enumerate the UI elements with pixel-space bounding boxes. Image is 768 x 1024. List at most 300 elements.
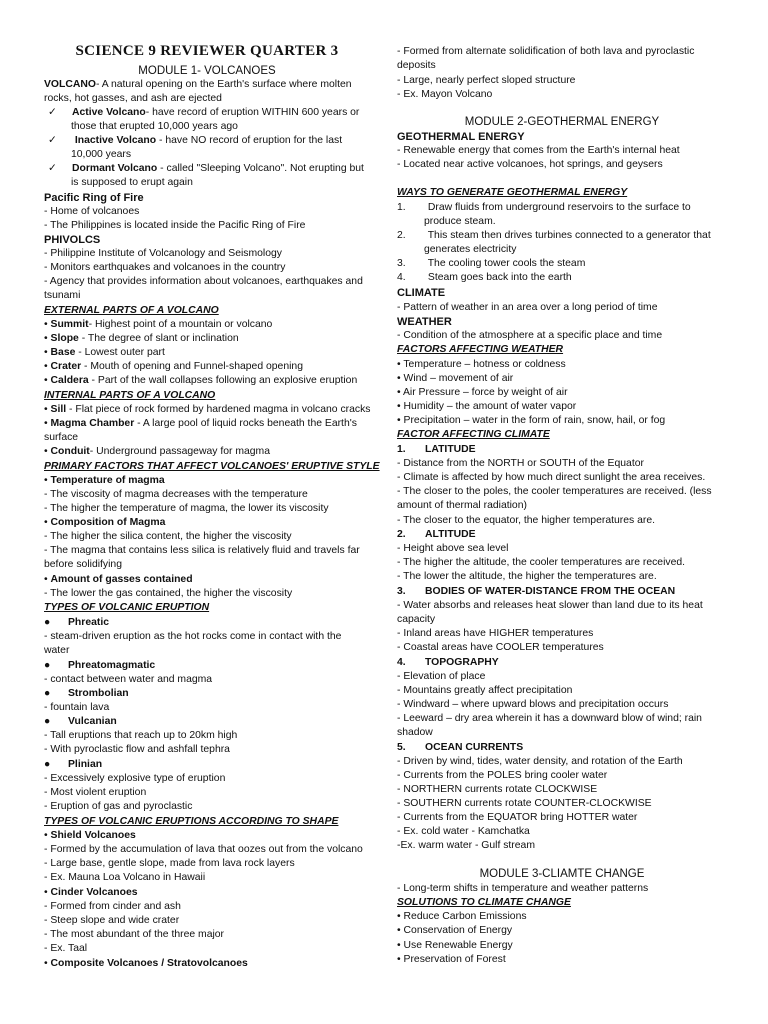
text-line: [397, 329, 727, 343]
text-line: [44, 701, 370, 715]
text-line: [44, 247, 370, 261]
text-line: [397, 670, 727, 684]
line-text: - With pyroclastic flow and ashfall tephra: [44, 744, 230, 755]
bullet-icon: •: [397, 940, 401, 951]
text-line: [44, 914, 370, 928]
text-line: [397, 542, 727, 556]
line-text: - Currents from the POLES bring cooler water: [397, 770, 608, 781]
term-label: Temperature of magma: [50, 475, 165, 486]
check-item: [44, 134, 370, 148]
bullet-icon: •: [397, 401, 401, 412]
line-text: shadow: [397, 727, 433, 738]
text-line: [44, 92, 370, 106]
term-label: Conduit: [50, 446, 90, 457]
text-line: [397, 684, 727, 698]
item-number: 1.: [397, 444, 406, 455]
section-heading: [397, 186, 727, 200]
bullet-item: [397, 924, 727, 938]
line-text: - contact between water and magma: [44, 674, 213, 685]
text-line: [397, 88, 727, 102]
bullet-item: [44, 687, 370, 701]
text-line: [44, 275, 370, 289]
line-text: - Monitors earthquakes and volcanoes in the country: [44, 262, 286, 273]
bullet-item: [44, 758, 370, 772]
text-line: [397, 471, 727, 485]
line-text: - have record of eruption WITHIN 600 years or: [145, 107, 360, 118]
line-text: - The higher the altitude, the cooler temperatures are received.: [397, 557, 686, 568]
line-text: - The magma that contains less silica is relatively fluid and travels far: [44, 545, 360, 556]
line-text: - NORTHERN currents rotate CLOCKWISE: [397, 784, 598, 795]
line-text: TYPES OF VOLCANIC ERUPTIONS ACCORDING TO SHAPE: [44, 816, 339, 827]
line-text: - Climate is affected by how much direct sunlight the area receives.: [397, 472, 706, 483]
bullet-item: [44, 957, 370, 971]
text-line: [397, 570, 727, 584]
term-label: VOLCANO: [44, 79, 96, 90]
bullet-item: [44, 445, 370, 459]
text-line: [44, 743, 370, 757]
line-text: PRIMARY FACTORS THAT AFFECT VOLCANOES' ERUPTIVE STYLE: [44, 461, 380, 472]
text-line: [397, 45, 727, 59]
line-text: FACTOR AFFECTING CLIMATE: [397, 429, 550, 440]
line-text: - Distance from the NORTH or SOUTH of the Equator: [397, 458, 644, 469]
text-line: [397, 485, 727, 499]
line-text: - Underground passageway for magma: [89, 446, 270, 457]
line-text: amount of thermal radiation): [397, 500, 527, 511]
line-text: - Inland areas have HIGHER temperatures: [397, 628, 594, 639]
item-number: 3.: [397, 258, 406, 269]
text-line: [44, 120, 370, 134]
line-text: - Flat piece of rock formed by hardened magma in volcano cracks: [66, 404, 371, 415]
bullet-icon: •: [44, 333, 48, 344]
term-label: Amount of gasses contained: [50, 574, 193, 585]
text-line: [397, 457, 727, 471]
bullet-item: [44, 886, 370, 900]
line-text: WEATHER: [397, 316, 452, 328]
bullet-icon: •: [44, 475, 48, 486]
numbered-item: [397, 229, 727, 243]
line-text: - Formed from cinder and ash: [44, 901, 181, 912]
check-item: [44, 106, 370, 120]
bullet-icon: •: [44, 319, 48, 330]
text-line: [397, 499, 727, 513]
line-text: - Condition of the atmosphere at a specific place and time: [397, 330, 663, 341]
text-line: [397, 215, 727, 229]
section-heading: [397, 896, 727, 910]
text-line: [44, 630, 370, 644]
term-label: Plinian: [68, 759, 103, 770]
line-text: Draw fluids from underground reservoirs to the surface to: [425, 202, 691, 213]
line-text: - The degree of slant or inclination: [78, 333, 239, 344]
term-label: Dormant Volcano: [72, 163, 158, 174]
line-text: MODULE 1- VOLCANOES: [138, 65, 276, 77]
item-number: 2.: [397, 230, 406, 241]
numbered-item: [397, 257, 727, 271]
term-label: BODIES OF WATER-DISTANCE FROM THE OCEAN: [425, 586, 676, 597]
line-text: - Mouth of opening and Funnel-shaped opening: [81, 361, 303, 372]
line-text: - Currents from the EQUATOR bring HOTTER water: [397, 812, 638, 823]
numbered-item: [397, 656, 727, 670]
bullet-icon: •: [44, 404, 48, 415]
bullet-item: [44, 332, 370, 346]
line-text: - The higher the silica content, the higher the viscosity: [44, 531, 292, 542]
bullet-icon: •: [44, 361, 48, 372]
line-text: Reduce Carbon Emissions: [403, 911, 527, 922]
bullet-icon: •: [44, 574, 48, 585]
line-text: - Renewable energy that comes from the Earth's internal heat: [397, 145, 680, 156]
numbered-item: [397, 443, 727, 457]
check-icon: ✓: [48, 107, 57, 118]
line-text: - Most violent eruption: [44, 787, 147, 798]
line-text: SOLUTIONS TO CLIMATE CHANGE: [397, 897, 571, 908]
line-text: - Highest point of a mountain or volcano: [88, 319, 273, 330]
term-label: Summit: [50, 319, 89, 330]
numbered-item: [397, 741, 727, 755]
check-item: [44, 162, 370, 176]
section-heading: [397, 428, 727, 442]
bullet-item: [397, 386, 727, 400]
item-number: 5.: [397, 742, 406, 753]
text-line: [397, 712, 727, 726]
numbered-item: [397, 585, 727, 599]
section-heading: [44, 815, 370, 829]
bullet-icon: •: [44, 446, 48, 457]
line-text: WAYS TO GENERATE GEOTHERMAL ENERGY: [397, 187, 628, 198]
line-text: - The lower the gas contained, the higher the viscosity: [44, 588, 293, 599]
text-line: [397, 882, 727, 896]
module-heading: [44, 64, 370, 78]
line-text: - The closer to the equator, the higher temperatures are.: [397, 515, 655, 526]
term-label: Sill: [50, 404, 67, 415]
section-heading: [44, 460, 380, 474]
line-text: - Large, nearly perfect sloped structure: [397, 75, 576, 86]
bullet-item: [397, 372, 727, 386]
line-text: rocks, hot gasses, and ash are ejected: [44, 93, 222, 104]
term-label: Crater: [50, 361, 82, 372]
bullet-item: [397, 939, 727, 953]
line-text: - Agency that provides information about volcanoes, earthquakes and: [44, 276, 363, 287]
line-text: - Windward – where upward blows and precipitation occurs: [397, 699, 669, 710]
line-text: is supposed to erupt again: [71, 177, 193, 188]
line-text: - Water absorbs and releases heat slower than land due to its heat: [397, 600, 703, 611]
bullet-icon: •: [44, 347, 48, 358]
text-line: [44, 219, 370, 233]
bullet-icon: ●: [44, 617, 51, 628]
bullet-icon: ●: [44, 716, 51, 727]
item-number: 2.: [397, 529, 406, 540]
term-label: LATITUDE: [425, 444, 476, 455]
term-heading: [397, 315, 727, 329]
text-line: [397, 627, 727, 641]
bullet-item: [44, 403, 370, 417]
line-text: Preservation of Forest: [403, 954, 506, 965]
line-text: -Ex. warm water - Gulf stream: [397, 840, 535, 851]
line-text: - Eruption of gas and pyroclastic: [44, 801, 193, 812]
item-number: 4.: [397, 272, 406, 283]
line-text: - Formed by the accumulation of lava that oozes out from the volcano: [44, 844, 363, 855]
text-line: [44, 843, 370, 857]
text-line: [397, 755, 727, 769]
text-line: [397, 556, 727, 570]
line-text: - Coastal areas have COOLER temperatures: [397, 642, 604, 653]
term-label: Composite Volcanoes / Stratovolcanoes: [50, 958, 248, 969]
term-label: Strombolian: [68, 688, 129, 699]
bullet-item: [44, 516, 370, 530]
text-line: [44, 176, 370, 190]
line-text: capacity: [397, 614, 436, 625]
line-text: Precipitation – water in the form of rain, snow, hail, or fog: [403, 415, 666, 426]
text-line: [397, 613, 727, 627]
line-text: EXTERNAL PARTS OF A VOLCANO: [44, 305, 219, 316]
line-text: - Located near active volcanoes, hot springs, and geysers: [397, 159, 663, 170]
text-line: [44, 800, 370, 814]
term-label: Magma Chamber: [50, 418, 135, 429]
bullet-icon: ●: [44, 660, 51, 671]
bullet-item: [44, 474, 370, 488]
line-text: - Ex. cold water - Kamchatka: [397, 826, 530, 837]
line-text: INTERNAL PARTS OF A VOLCANO: [44, 390, 216, 401]
section-heading: [44, 601, 370, 615]
text-line: [397, 797, 727, 811]
term-label: Caldera: [50, 375, 89, 386]
line-text: - Tall eruptions that reach up to 20km high: [44, 730, 238, 741]
item-number: 3.: [397, 586, 406, 597]
line-text: tsunami: [44, 290, 81, 301]
line-text: water: [44, 645, 70, 656]
bullet-item: [44, 417, 370, 431]
line-text: - Height above sea level: [397, 543, 509, 554]
text-line: [44, 644, 370, 658]
line-text: Air Pressure – force by weight of air: [402, 387, 568, 398]
text-line: [44, 900, 370, 914]
bullet-icon: •: [397, 387, 401, 398]
bullet-item: [44, 374, 370, 388]
bullet-icon: •: [397, 359, 401, 370]
bullet-icon: •: [397, 373, 401, 384]
bullet-icon: •: [397, 954, 401, 965]
bullet-item: [44, 616, 370, 630]
term-heading: [397, 286, 727, 300]
text-line: [397, 599, 727, 613]
bullet-icon: ●: [44, 759, 51, 770]
line-text: - Large base, gentle slope, made from lava rock layers: [44, 858, 295, 869]
bullet-item: [44, 659, 370, 673]
text-line: [397, 158, 727, 172]
term-label: Composition of Magma: [50, 517, 166, 528]
line-text: - A large pool of liquid rocks beneath the Earth's: [134, 418, 357, 429]
term-label: OCEAN CURRENTS: [425, 742, 524, 753]
term-label: ALTITUDE: [425, 529, 476, 540]
line-text: MODULE 3-CLIAMTE CHANGE: [479, 868, 645, 880]
text-line: [44, 431, 370, 445]
line-text: - Long-term shifts in temperature and weather patterns: [397, 883, 649, 894]
term-heading: [44, 233, 370, 247]
line-text: - The closer to the poles, the cooler temperatures are received. (less: [397, 486, 712, 497]
text-line: [397, 698, 727, 712]
bullet-icon: •: [44, 418, 48, 429]
line-text: - Steep slope and wide crater: [44, 915, 180, 926]
line-text: Wind – movement of air: [403, 373, 514, 384]
text-line: [397, 74, 727, 88]
bullet-item: [44, 318, 370, 332]
line-text: This steam then drives turbines connected to a generator that: [425, 230, 711, 241]
line-text: - Mountains greatly affect precipitation: [397, 685, 573, 696]
line-text: - Formed from alternate solidification of both lava and pyroclastic: [397, 46, 695, 57]
bullet-icon: •: [44, 517, 48, 528]
text-line: [44, 587, 370, 601]
bullet-item: [44, 829, 370, 843]
line-text: - Part of the wall collapses following an explosive eruption: [88, 375, 358, 386]
line-text: deposits: [397, 60, 436, 71]
line-text: 10,000 years: [71, 149, 132, 160]
bullet-item: [397, 358, 727, 372]
bullet-icon: •: [44, 375, 48, 386]
line-text: - SOUTHERN currents rotate COUNTER-CLOCKWISE: [397, 798, 652, 809]
module-heading: [397, 115, 727, 129]
term-label: Cinder Volcanoes: [50, 887, 138, 898]
check-icon: ✓: [48, 163, 57, 174]
text-line: [397, 144, 727, 158]
line-text: - fountain lava: [44, 702, 110, 713]
bullet-icon: •: [397, 911, 401, 922]
line-text: - Elevation of place: [397, 671, 486, 682]
line-text: - The Philippines is located inside the Pacific Ring of Fire: [44, 220, 306, 231]
text-line: [44, 544, 370, 558]
bullet-item: [44, 360, 370, 374]
document-title: SCIENCE 9 REVIEWER QUARTER 3: [75, 43, 339, 59]
section-heading: [44, 389, 370, 403]
line-text: - Leeward – dry area wherein it has a downward blow of wind; rain: [397, 713, 702, 724]
bullet-icon: •: [44, 958, 48, 969]
line-text: FACTORS AFFECTING WEATHER: [397, 344, 564, 355]
term-heading: [44, 191, 370, 205]
bullet-item: [44, 346, 370, 360]
line-text: - have NO record of eruption for the last: [156, 135, 343, 146]
text-line: [44, 786, 370, 800]
line-text: those that erupted 10,000 years ago: [71, 121, 238, 132]
text-line: [44, 488, 370, 502]
bullet-item: [397, 910, 727, 924]
line-text: before solidifying: [44, 559, 122, 570]
line-text: Pacific Ring of Fire: [44, 192, 144, 204]
text-line: [397, 301, 727, 315]
line-text: The cooling tower cools the steam: [425, 258, 586, 269]
numbered-item: [397, 528, 727, 542]
term-label: Inactive Volcano: [72, 135, 157, 146]
line-text: GEOTHERMAL ENERGY: [397, 131, 525, 143]
term-label: Phreatic: [68, 617, 110, 628]
bullet-icon: •: [397, 415, 401, 426]
bullet-icon: •: [397, 925, 401, 936]
line-text: - called "Sleeping Volcano". Not erupting but: [157, 163, 364, 174]
text-line: [44, 928, 370, 942]
text-line: [44, 729, 370, 743]
bullet-item: [397, 953, 727, 967]
line-text: - Ex. Mayon Volcano: [397, 89, 493, 100]
numbered-item: [397, 201, 727, 215]
line-text: produce steam.: [424, 216, 496, 227]
section-heading: [397, 343, 727, 357]
text-line: [44, 673, 370, 687]
line-text: - The lower the altitude, the higher the temperatures are.: [397, 571, 657, 582]
line-text: - steam-driven eruption as the hot rocks come in contact with the: [44, 631, 342, 642]
term-label: Slope: [50, 333, 79, 344]
text-line: [44, 942, 370, 956]
text-line: [44, 530, 370, 544]
text-line: [397, 783, 727, 797]
text-line: [44, 502, 370, 516]
bullet-icon: ●: [44, 688, 51, 699]
line-text: MODULE 2-GEOTHERMAL ENERGY: [464, 116, 660, 128]
line-text: Steam goes back into the earth: [425, 272, 572, 283]
bullet-item: [397, 414, 727, 428]
check-icon: ✓: [48, 135, 57, 146]
text-line: [397, 59, 727, 73]
text-line: [44, 772, 370, 786]
line-text: TYPES OF VOLCANIC ERUPTION: [44, 602, 210, 613]
bullet-item: [44, 715, 370, 729]
text-line: [397, 243, 727, 257]
line-text: - Lowest outer part: [75, 347, 165, 358]
line-text: - Driven by wind, tides, water density, and rotation of the Earth: [397, 756, 683, 767]
line-text: CLIMATE: [397, 287, 446, 299]
text-line: [44, 289, 370, 303]
line-text: - The most abundant of the three major: [44, 929, 225, 940]
text-line: [397, 726, 727, 740]
line-text: Conservation of Energy: [403, 925, 513, 936]
line-text: - The higher the temperature of magma, the lower its viscosity: [44, 503, 329, 514]
bullet-item: [44, 573, 370, 587]
line-text: surface: [44, 432, 79, 443]
line-text: generates electricity: [424, 244, 517, 255]
line-text: - Ex. Taal: [44, 943, 88, 954]
term-label: Shield Volcanoes: [50, 830, 136, 841]
text-line: [397, 839, 727, 853]
text-line: [44, 148, 370, 162]
line-text: PHIVOLCS: [44, 234, 101, 246]
module-heading: [397, 867, 727, 881]
line-text: Temperature – hotness or coldness: [403, 359, 566, 370]
line-text: - Excessively explosive type of eruption: [44, 773, 226, 784]
line-text: - Philippine Institute of Volcanology and Seismology: [44, 248, 282, 259]
line-text: - The viscosity of magma decreases with the temperature: [44, 489, 308, 500]
line-text: - Pattern of weather in an area over a long period of time: [397, 302, 658, 313]
text-line: [44, 78, 370, 92]
term-heading: [397, 130, 727, 144]
item-number: 4.: [397, 657, 406, 668]
section-heading: [44, 304, 370, 318]
bullet-icon: •: [44, 830, 48, 841]
bullet-item: [397, 400, 727, 414]
term-label: Base: [50, 347, 76, 358]
bullet-icon: •: [44, 887, 48, 898]
item-number: 1.: [397, 202, 406, 213]
text-line: [397, 769, 727, 783]
text-line: [44, 261, 370, 275]
line-text: - Ex. Mauna Loa Volcano in Hawaii: [44, 872, 206, 883]
numbered-item: [397, 271, 727, 285]
text-line: [44, 871, 370, 885]
line-text: Humidity – the amount of water vapor: [403, 401, 577, 412]
text-line: [397, 641, 727, 655]
text-line: [44, 857, 370, 871]
text-line: [397, 811, 727, 825]
line-text: - Home of volcanoes: [44, 206, 140, 217]
term-label: Phreatomagmatic: [68, 660, 156, 671]
line-text: Use Renewable Energy: [403, 940, 513, 951]
text-line: [44, 558, 370, 572]
text-line: [397, 514, 727, 528]
term-label: TOPOGRAPHY: [425, 657, 499, 668]
